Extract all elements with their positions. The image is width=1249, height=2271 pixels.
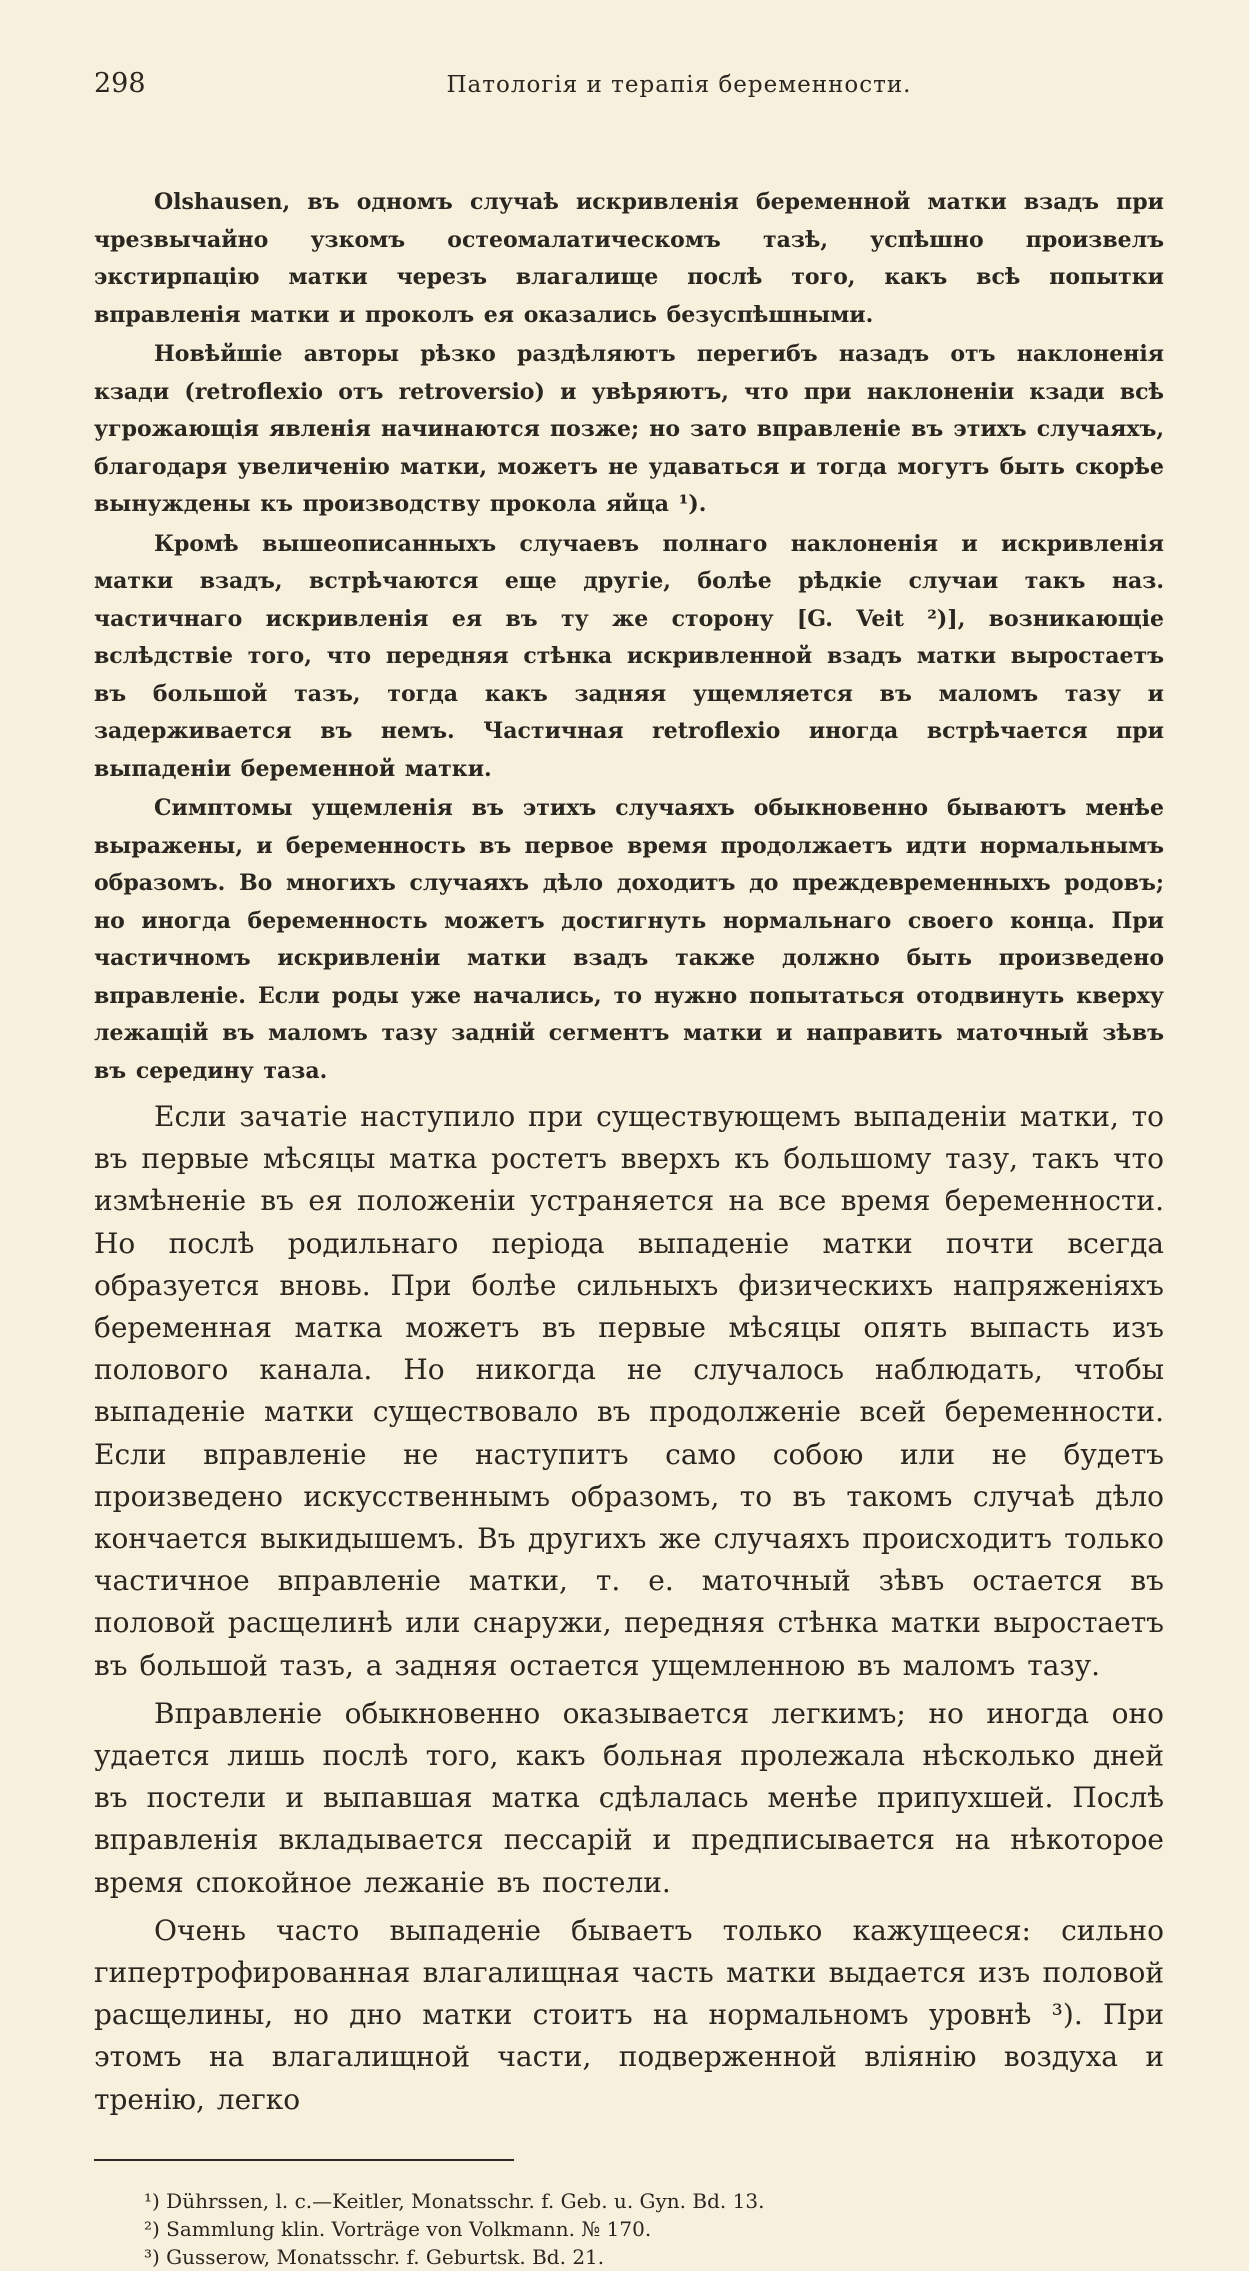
paragraph-prolapse: Если зачатіе наступило при существующемъ выпаденіи матки, то въ первые мѣсяцы матка ростетъ вверхъ къ большому тазу, такъ что измѣненіе въ ея положеніи устраняется на все время беременности. Но послѣ родильнаго періода выпаденіе матки почти всегда образуется вновь. При болѣе сильныхъ физическихъ напряженіяхъ беременная матка можетъ въ первые мѣсяцы опять выпасть изъ полового канала. Но никогда не случалось наблюдать, чтобы выпаденіе матки существовало въ продолженіе всей беременности. Если вправленіе не наступитъ само собою или не будетъ произведено искусственнымъ образомъ, то въ такомъ случаѣ дѣло кончается выкидышемъ. Въ другихъ же случаяхъ происходитъ только частичное вправленіе матки, т. е. маточный зѣвъ остается въ половой расщелинѣ или снаружи, передняя стѣнка матки выростаетъ въ большой тазъ, а задняя остается ущемленною въ маломъ тазу.: [94, 1100, 1164, 1682]
paragraph-reposition: Вправленіе обыкновенно оказывается легкимъ; но иногда оно удается лишь послѣ того, какъ больная пролежала нѣсколько дней въ постели и выпавшая матка сдѣлалась менѣе припухшей. Послѣ вправленія вкладывается пессарій и предписывается на нѣкоторое время спокойное лежаніе въ постели.: [94, 1696, 1164, 1899]
paragraph-retroflexio: Новѣйшіе авторы рѣзко раздѣляютъ перегибъ назадъ отъ наклоненія кзади (retroflexio отъ retroversio) и увѣряютъ, что при наклоненіи кзади всѣ угрожающія явленія начинаются позже; но зато вправленіе въ этихъ случаяхъ, благодаря увеличенію матки, можетъ не удаваться и тогда могутъ быть скорѣе вынуждены къ производству прокола яйца ¹).: [94, 341, 1164, 517]
footnote-1: ¹) Dührssen, l. c.—Keitler, Monatsschr. f. Geb. u. Gyn. Bd. 13.: [144, 2188, 765, 2213]
paragraph-symptoms: Симптомы ущемленія въ этихъ случаяхъ обыкновенно бываютъ менѣе выражены, и беременность въ первое время продолжаетъ идти нормальнымъ образомъ. Во многихъ случаяхъ дѣло доходитъ до преждевременныхъ родовъ; но иногда беременность можетъ достигнуть нормальнаго своего конца. При частичномъ искривленіи матки взадъ также должно быть произведено вправленіе. Если роды уже начались, то нужно попытаться отодвинуть кверху лежащій въ маломъ тазу задній сегментъ матки и направить маточный зѣвъ въ середину таза.: [94, 795, 1164, 1084]
running-head: [94, 68, 1164, 124]
paragraph-olshausen: Olshausen, въ одномъ случаѣ искривленія беременной матки взадъ при чрезвычайно узкомъ остеомалатическомъ тазѣ, успѣшно произвелъ экстирпацію матки черезъ влагалище послѣ того, какъ всѣ попытки вправленія матки и проколъ ея оказались безуспѣшными.: [94, 189, 1164, 328]
running-title: Патологія и терапія беременности.: [446, 72, 912, 98]
book-page: [94, 68, 1164, 2271]
paragraph-partial-retroflexion: Кромѣ вышеописанныхъ случаевъ полнаго наклоненія и искривленія матки взадъ, встрѣчаются еще другіе, болѣе рѣдкіе случаи такъ наз. частичнаго искривленія ея въ ту же сторону [G. Veit ²)], возникающіе вслѣдствіе того, что передняя стѣнка искривленной взадъ матки выростаетъ въ большой тазъ, тогда какъ задняя ущемляется въ маломъ тазу и задерживается въ немъ. Частичная retroflexio иногда встрѣчается при выпаденіи беременной матки.: [94, 530, 1164, 782]
paragraph-apparent-prolapse: Очень часто выпаденіе бываетъ только кажущееся: сильно гипертрофированная влагалищная часть матки выдается изъ половой расщелины, но дно матки стоитъ на нормальномъ уровнѣ ³). При этомъ на влагалищной части, подверженной вліянію воздуха и тренію, легко: [94, 1913, 1164, 2116]
footnote-3: ³) Gusserow, Monatsschr. f. Geburtsk. Bd. 21.: [144, 2244, 605, 2269]
footnote-2: ²) Sammlung klin. Vorträge von Volkmann. № 170.: [144, 2216, 652, 2241]
footnote-divider: [94, 2159, 514, 2161]
page-number: 298: [94, 68, 146, 99]
